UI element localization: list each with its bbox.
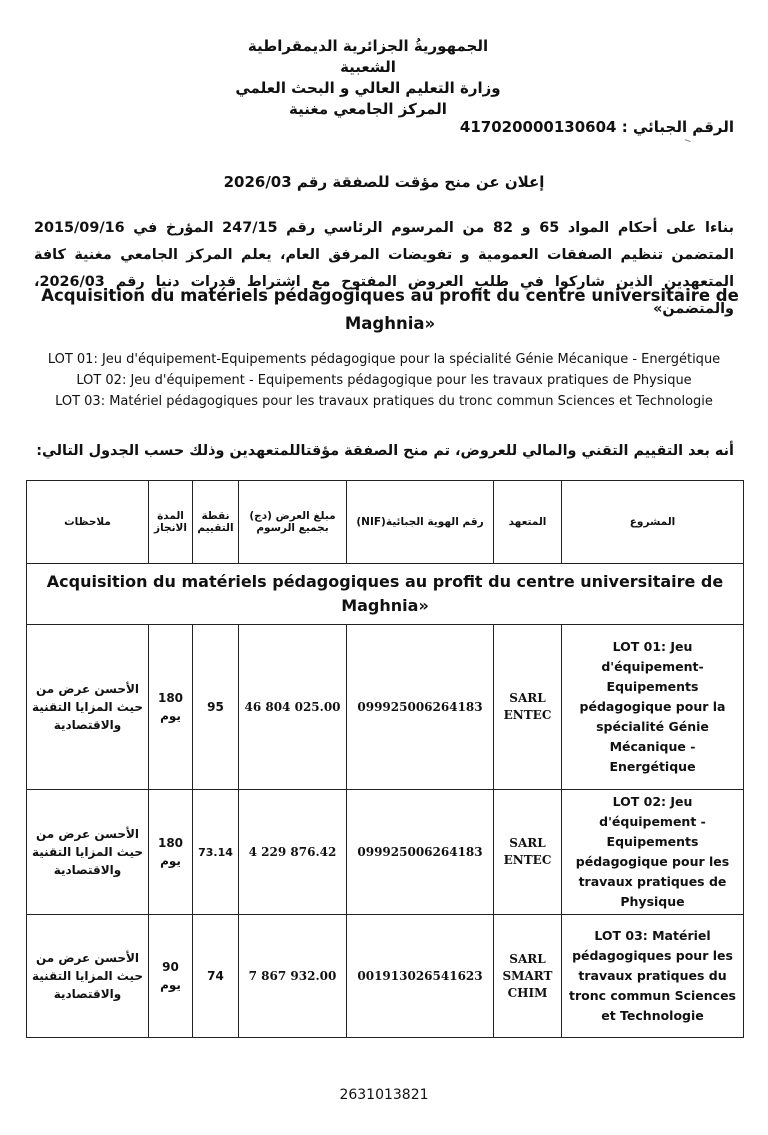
cell-nif: 099925006264183 (347, 790, 494, 915)
header-project: المشروع (562, 481, 744, 564)
cell-amount: 46 804 025.00 (239, 625, 347, 790)
lot-item: LOT 03: Matériel pédagogiques pour les travaux pratiques du tronc commun Sciences et Technologie (55, 394, 713, 409)
institution-header (218, 36, 518, 120)
duration-unit: يوم (160, 709, 181, 723)
award-intro: أنه بعد التقييم التقني والمالي للعروض، تم منح الصفقة مؤقتاللمتعهدين وذلك حسب الجدول التالي: (36, 443, 734, 459)
cell-supplier: SARL ENTEC (494, 790, 562, 915)
tax-id (460, 118, 734, 136)
table-header-row (27, 481, 744, 564)
tax-id-value: 417020000130604 (459, 118, 617, 136)
announcement-body: بناءا على أحكام المواد 65 و 82 من المرسوم الرئاسي رقم 247/15 المؤرخ في 2015/09/16 المتضمن تنظيم الصفقات العمومية و تفويضات المرفق العام، يعلم المركز الجامعي مغنية كافة المتعهدين الذين شاركوا في طلب العروض المفتوح مع اشتراط قدرات دنيا رقم 2026/03، والمتضمن» (34, 220, 734, 317)
table-row (27, 790, 744, 915)
cell-supplier: SARL SMART CHIM (494, 915, 562, 1038)
header-nif: رقم الهوية الجبائية(NIF) (347, 481, 494, 564)
cell-notes: الأحسن عرض من حيث المزايا التقنية والاقتصادية (27, 790, 149, 915)
lot-item: LOT 02: Jeu d'équipement - Equipements pédagogique pour les travaux pratiques de Physique (76, 373, 692, 388)
header-ministry: وزارة التعليم العالي و البحث العلمي (235, 79, 501, 97)
cell-nif: 099925006264183 (347, 625, 494, 790)
header-center: المركز الجامعي مغنية (289, 100, 447, 118)
cell-score: 95 (193, 625, 239, 790)
duration-value: 90 (162, 960, 179, 974)
duration-unit: يوم (160, 978, 181, 992)
cell-amount: 7 867 932.00 (239, 915, 347, 1038)
cell-notes: الأحسن عرض من حيث المزايا التقنية والاقتصادية (27, 915, 149, 1038)
cell-duration (149, 790, 193, 915)
header-amount: مبلغ العرض (دج) بجميع الرسوم (239, 481, 347, 564)
cell-amount: 4 229 876.42 (239, 790, 347, 915)
cell-duration (149, 625, 193, 790)
cell-notes: الأحسن عرض من حيث المزايا التقنية والاقتصادية (27, 625, 149, 790)
header-duration: المدة الانجاز (149, 481, 193, 564)
cell-score: 73.14 (193, 790, 239, 915)
announcement-title: إعلان عن منح مؤقت للصفقة رقم 2026/03 (223, 173, 545, 191)
footer-number: 2631013821 (339, 1087, 429, 1103)
tax-id-label: الرقم الجبائي : (621, 118, 734, 136)
cell-score: 74 (193, 915, 239, 1038)
lots-list (0, 349, 768, 412)
cell-supplier: SARL ENTEC (494, 625, 562, 790)
merged-title: Acquisition du matériels pédagogiques au profit du centre universitaire de Maghnia» (27, 564, 744, 625)
cell-nif: 001913026541623 (347, 915, 494, 1038)
award-table (26, 480, 744, 1038)
duration-value: 180 (157, 836, 184, 850)
cell-project: LOT 03: Matériel pédagogiques pour les travaux pratiques du tronc commun Sciences et Technologie (562, 915, 744, 1038)
header-republic: الجمهوريةُ الجزائرية الديمقراطية الشعبية (247, 37, 489, 76)
duration-unit: يوم (160, 854, 181, 868)
table-row (27, 625, 744, 790)
cell-project: LOT 01: Jeu d'équipement-Equipements pédagogique pour la spécialité Génie Mécanique - Energétique (562, 625, 744, 790)
cell-duration (149, 915, 193, 1038)
scan-mark (683, 139, 690, 146)
lot-item: LOT 01: Jeu d'équipement-Equipements pédagogique pour la spécialité Génie Mécanique - Energétique (47, 352, 721, 367)
project-title: Acquisition du matériels pédagogiques au profit du centre universitaire de Maghnia» (41, 286, 739, 333)
table-row (27, 915, 744, 1038)
header-score: نقطة التقييم (193, 481, 239, 564)
table-merged-title-row (27, 564, 744, 625)
header-supplier: المتعهد (494, 481, 562, 564)
duration-value: 180 (157, 691, 184, 705)
header-notes: ملاحظات (27, 481, 149, 564)
cell-project: LOT 02: Jeu d'équipement - Equipements pédagogique pour les travaux pratiques de Physique (562, 790, 744, 915)
